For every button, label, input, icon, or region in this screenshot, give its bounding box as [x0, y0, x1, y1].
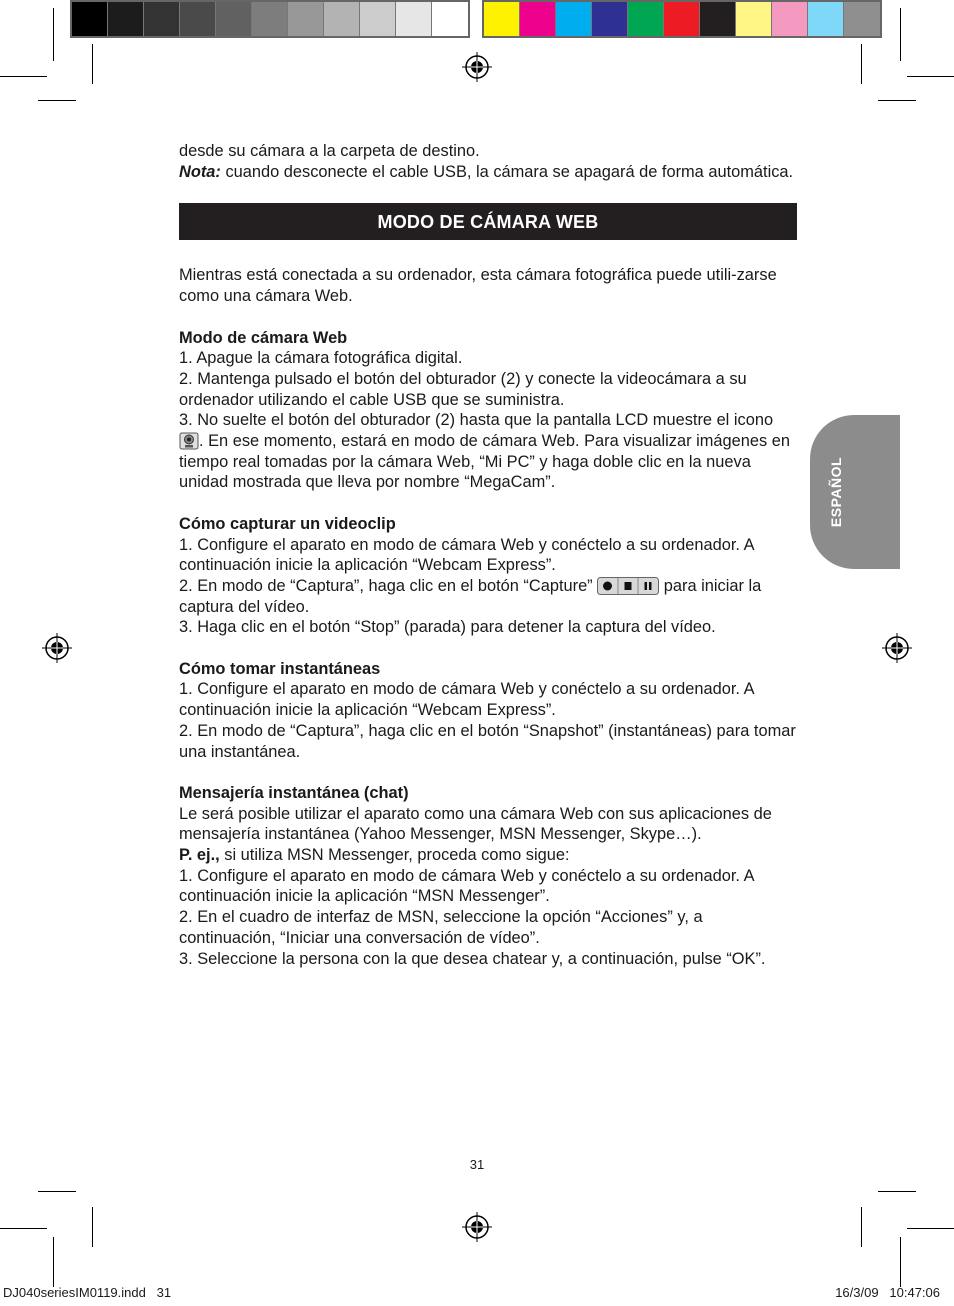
registration-mark-icon — [882, 633, 912, 663]
crop-mark — [0, 1228, 47, 1229]
example-paragraph: P. ej., si utiliza MSN Messenger, proceda como sigue: — [179, 846, 570, 865]
crop-mark — [878, 100, 916, 101]
color-swatch — [700, 2, 736, 36]
crop-mark — [53, 8, 54, 61]
subsection-title-snapshots: Cómo tomar instantáneas — [179, 659, 381, 678]
list-item: 3. No suelte el botón del obturador (2) hasta que la pantalla LCD muestre el icono . En ese momento, estará en modo de cámara Web. Para visualizar imágenes en tiempo real tomadas por la cámara Web, “Mi PC” y haga doble clic en la nueva unidad mostrada que lleva por nombre “MegaCam”. — [179, 411, 790, 492]
page-content — [179, 141, 797, 969]
color-swatch — [324, 2, 360, 36]
crop-mark — [907, 76, 954, 77]
crop-mark — [92, 1207, 93, 1247]
capture-controls-icon — [597, 577, 659, 595]
crop-mark — [92, 44, 93, 84]
list-item: 1. Apague la cámara fotográfica digital. — [179, 349, 463, 368]
note-paragraph — [179, 162, 797, 183]
color-swatch — [288, 2, 324, 36]
color-calibration-bar — [482, 0, 882, 38]
subsection-title-webcam-mode: Modo de cámara Web — [179, 328, 348, 347]
list-item: 2. En modo de “Captura”, haga clic en el botón “Snapshot” (instantáneas) para tomar una instantánea. — [179, 721, 796, 761]
crop-mark — [900, 1237, 901, 1287]
registration-mark-icon — [462, 1212, 492, 1242]
color-swatch — [144, 2, 180, 36]
list-item: 2. Mantenga pulsado el botón del obturador (2) y conecte la videocámara a su ordenador utilizando el cable USB que se suministra. — [179, 369, 747, 409]
crop-mark — [878, 1191, 916, 1192]
color-swatch — [520, 2, 556, 36]
subsection-title-capture-video: Cómo capturar un videoclip — [179, 514, 396, 533]
color-swatch — [180, 2, 216, 36]
color-swatch — [432, 2, 468, 36]
list-item: 2. En el cuadro de interfaz de MSN, seleccione la opción “Acciones” y, a continuación, “Iniciar una conversación de vídeo”. — [179, 908, 703, 947]
registration-mark-icon — [42, 633, 72, 663]
crop-mark — [861, 1207, 862, 1247]
chat-intro: Le será posible utilizar el aparato como una cámara Web con sus aplicaciones de mensajería instantánea (Yahoo Messenger, MSN Messenger, Skype…). — [179, 804, 772, 844]
list-item: 3. Haga clic en el botón “Stop” (parada) para detener la captura del vídeo. — [179, 618, 716, 637]
footer-file-info: DJ040seriesIM0119.indd 31 — [3, 1285, 172, 1300]
intro-line: desde su cámara a la carpeta de destino. — [179, 142, 480, 160]
webcam-icon — [179, 432, 199, 450]
color-swatch — [108, 2, 144, 36]
list-item: 2. En modo de “Captura”, haga clic en el botón “Capture” para iniciar la captura del vídeo. — [179, 576, 762, 616]
color-swatch — [736, 2, 772, 36]
crop-mark — [38, 1191, 76, 1192]
color-swatch — [360, 2, 396, 36]
subsection-title-chat: Mensajería instantánea (chat) — [179, 783, 409, 802]
crop-mark — [38, 100, 76, 101]
color-swatch — [252, 2, 288, 36]
list-item: 1. Configure el aparato en modo de cámara Web y conéctelo a su ordenador. A continuación inicie la aplicación “MSN Messenger”. — [179, 866, 754, 906]
color-swatch — [628, 2, 664, 36]
list-item: 1. Configure el aparato en modo de cámara Web y conéctelo a su ordenador. A continuación inicie la aplicación “Webcam Express”. — [179, 535, 754, 575]
color-swatch — [396, 2, 432, 36]
list-item: 1. Configure el aparato en modo de cámara Web y conéctelo a su ordenador. A continuación inicie la aplicación “Webcam Express”. — [179, 680, 754, 720]
crop-mark — [861, 44, 862, 84]
gray-calibration-bar — [70, 0, 470, 38]
color-swatch — [216, 2, 252, 36]
section-heading: MODO DE CÁMARA WEB — [179, 203, 797, 240]
page-number: 31 — [469, 1157, 485, 1172]
color-swatch — [844, 2, 880, 36]
footer-timestamp: 16/3/09 10:47:06 — [835, 1285, 940, 1300]
crop-mark — [53, 1237, 54, 1287]
language-tab — [810, 415, 900, 569]
intro-paragraph: Mientras está conectada a su ordenador, esta cámara fotográfica puede utili-zarse como una cámara Web. — [179, 266, 777, 306]
registration-mark-icon — [462, 52, 492, 82]
color-swatch — [484, 2, 520, 36]
color-swatch — [808, 2, 844, 36]
color-swatch — [772, 2, 808, 36]
color-swatch — [556, 2, 592, 36]
color-swatch — [664, 2, 700, 36]
crop-mark — [0, 76, 47, 77]
note-label: Nota: — [179, 162, 221, 181]
color-swatch — [72, 2, 108, 36]
color-swatch — [592, 2, 628, 36]
example-label: P. ej., — [179, 846, 220, 865]
crop-mark — [907, 1228, 954, 1229]
note-text: cuando desconecte el cable USB, la cámara se apagará de forma automática. — [220, 162, 794, 181]
list-item: 3. Seleccione la persona con la que desea chatear y, a continuación, pulse “OK”. — [179, 949, 766, 968]
crop-mark — [900, 8, 901, 61]
